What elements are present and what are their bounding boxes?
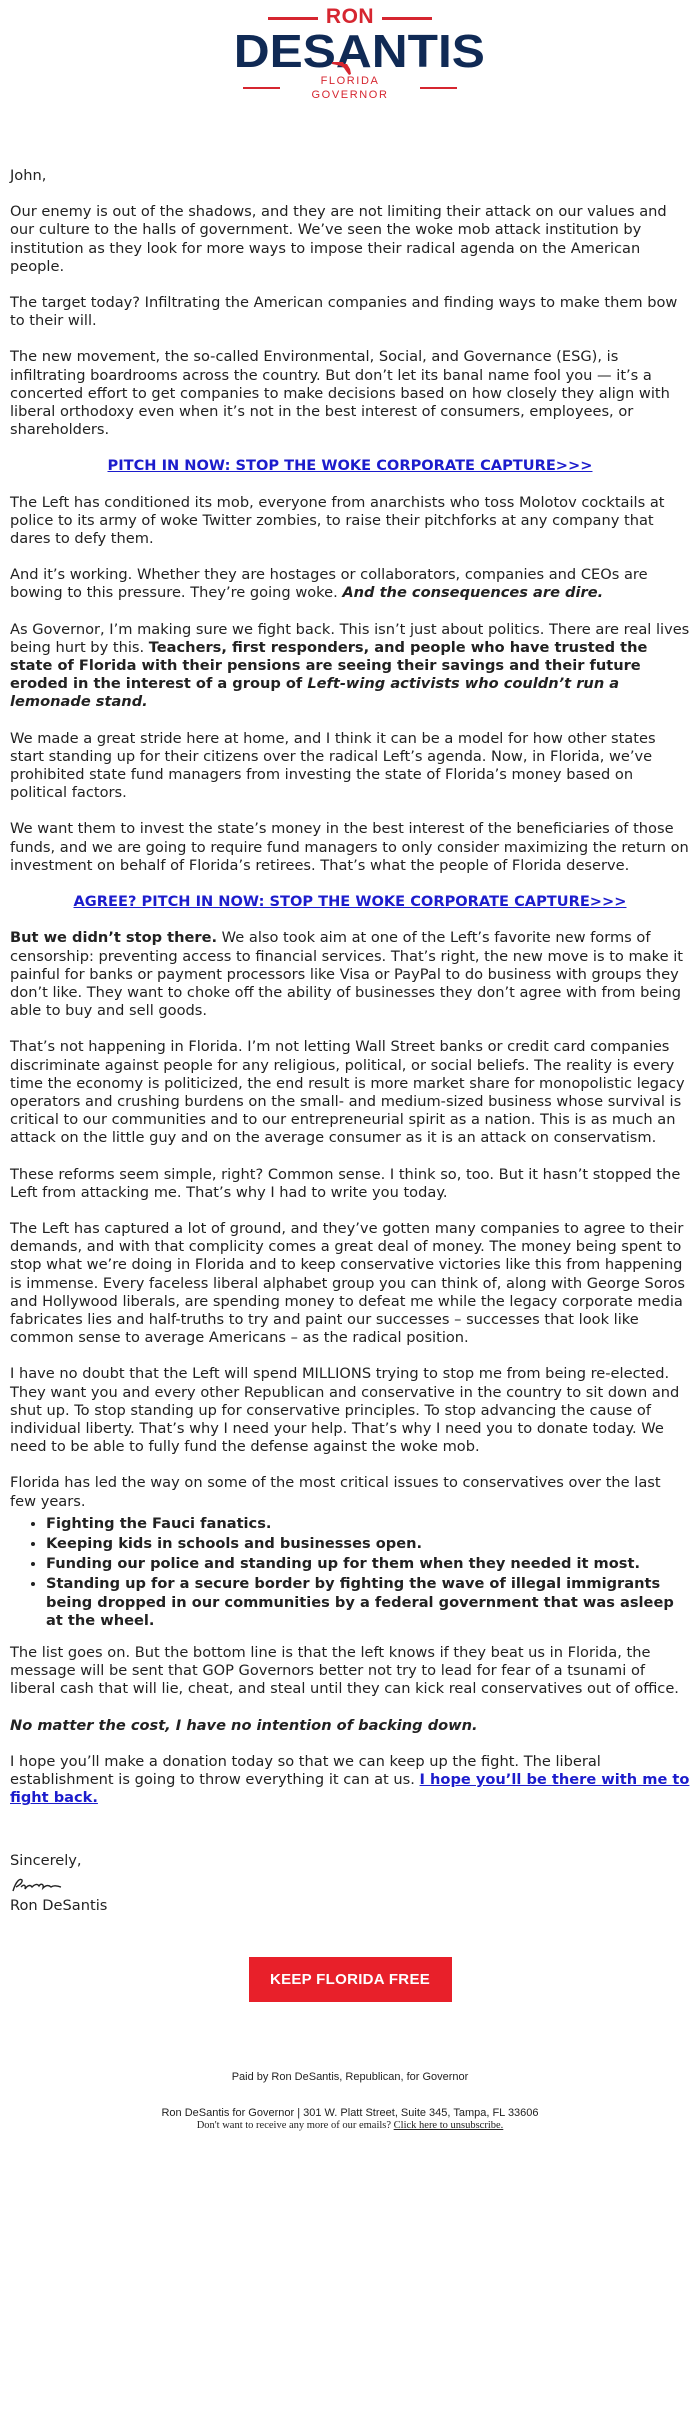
donate-link-agree[interactable]: AGREE? PITCH IN NOW: STOP THE WOKE CORPORATE CAPTURE>>> (73, 893, 627, 911)
bold-text: Teachers, first responders, and people who have trusted the state of Florida with their pensions are seeing their savings and their future eroded in the interest of a group of (10, 638, 648, 693)
email-footer (0, 2070, 700, 2132)
bold-text: But we didn’t stop there. (10, 929, 218, 947)
paragraph: Our enemy is out of the shadows, and they are not limiting their attack on our values and our culture to the halls of government. We’ve seen the woke mob attack institution by institution as they look for more ways to impose their radical agenda on the American people. (10, 203, 667, 275)
paragraph: The Left has captured a lot of ground, and they’ve gotten many companies to agree to their demands, and with that complicity comes a great deal of money. The money being spent to stop what we’re doing in Florida and to keep conservative victories like this from happening is immense. Every faceless liberal alphabet group you can think of, along with George Soros and Hollywood liberals, are spending money to defeat me while the legacy corporate media fabricates lies and half-truths to try and paint our successes – successes that look like common sense to average Americans – as the radical position. (10, 1219, 685, 1347)
unsubscribe-text: Don't want to receive any more of our emails? (196, 2119, 394, 2131)
paragraph: The list goes on. But the bottom line is that the left knows if they beat us in Florida, the message will be sent that GOP Governors better not try to lead for fear of a tsunami of liberal cash that will lie, cheat, and steal until they can kick real conservatives out of office. (10, 1644, 679, 1698)
mailing-address: Ron DeSantis for Governor | 301 W. Platt Street, Suite 345, Tampa, FL 33606 (161, 2106, 539, 2119)
campaign-logo (233, 4, 485, 102)
paragraph (10, 566, 690, 602)
text-run: We also took aim at one of the Left’s favorite new forms of censorship: preventing access to financial services. That’s right, the new move is to make it painful for banks or payment processors like Visa or PayPal to do business with groups they don’t like. They want to choke off the ability of businesses they don’t agree with from being able to buy and sell goods. (10, 929, 683, 1020)
emphasis-text: No matter the cost, I have no intention of backing down. (10, 1716, 478, 1734)
paragraph: That’s not happening in Florida. I’m not letting Wall Street banks or credit card companies discriminate against people for any religious, political, or social beliefs. The reality is every time the economy is politicized, the end result is more market share for monopolistic legacy operators and crushing burdens on the small- and medium-sized business whose survival is critical to our communities and to our entrepreneurial spirit as a nation. This is as much an attack on the little guy and on the average consumer as it is an attack on conservatism. (10, 1038, 685, 1147)
logo-rule-right (382, 17, 432, 20)
signature-image (10, 1875, 64, 1897)
paragraph: The Left has conditioned its mob, everyone from anarchists who toss Molotov cocktails at police to its army of woke Twitter zombies, to raise their pitchforks at any company that dares to defy them. (10, 493, 665, 548)
florida-map-icon (331, 60, 353, 76)
paragraph: Florida has led the way on some of the most critical issues to conservatives over the last few years. (10, 1474, 661, 1510)
logo-subtitle: FLORIDA GOVERNOR (311, 75, 389, 101)
donate-button-row (10, 1957, 690, 2002)
logo-last-name: DESANTIS (233, 25, 485, 77)
emphasis-text: And the consequences are dire. (342, 584, 604, 602)
signer-name: Ron DeSantis (10, 1896, 108, 1914)
cta-link-row (10, 457, 690, 475)
paragraph: The target today? Infiltrating the American companies and finding ways to make them bow to their will. (10, 294, 678, 330)
donate-link-stop-woke-capture[interactable]: PITCH IN NOW: STOP THE WOKE CORPORATE CAPTURE>>> (107, 457, 593, 475)
logo-sub-rule-right (420, 87, 457, 89)
emphasis-text: Left-wing activists who couldn’t run a lemonade stand. (10, 675, 620, 711)
logo-first-name: RON (325, 5, 375, 28)
paragraph: We want them to invest the state’s money in the best interest of the beneficiaries of those funds, and we are going to require fund managers to only consider maximizing the return on investment on behalf of Florida’s retirees. That’s what the people of Florida deserve. (10, 820, 689, 874)
logo-rule-left (268, 17, 318, 20)
paragraph: I have no doubt that the Left will spend MILLIONS trying to stop me from being re-elected. They want you and every other Republican and conservative in the country to sit down and shut up. To stop standing up for conservative principles. To stop advancing the cause of individual liberty. That’s why I need your help. That’s why I need you to donate today. We need to be able to fully fund the defense against the woke mob. (10, 1365, 680, 1456)
text-run: As Governor, I’m making sure we fight back. This isn’t just about politics. There are real lives being hurt by this. (10, 620, 690, 656)
list-item: • Standing up for a secure border by fighting the wave of illegal immigrants being dropped in our communities by a federal government that was asleep at the wheel. (46, 1575, 690, 1630)
list-item: • Fighting the Fauci fanatics. (46, 1515, 690, 1533)
paragraph: The new movement, the so-called Environmental, Social, and Governance (ESG), is infiltrating boardrooms across the country. But don’t let its banal name fool you — it’s a concerted effort to get companies to make decisions based on how closely they align with liberal orthodoxy even when it’s not in the best interest of consumers, employees, or shareholders. (10, 348, 670, 439)
paragraph (10, 1717, 690, 1735)
letter-body (0, 102, 700, 2002)
paragraph (10, 929, 690, 1020)
unsubscribe-link[interactable]: Click here to unsubscribe. (393, 2119, 504, 2131)
unsubscribe-row (0, 2120, 700, 2132)
paragraph: We made a great stride here at home, and I think it can be a model for how other states start standing up for their citizens over the radical Left’s agenda. Now, in Florida, we’ve prohibited state fund managers from investing the state of Florida’s money based on political factors. (10, 729, 656, 802)
list-item: • Funding our police and standing up for them when they needed it most. (46, 1555, 690, 1573)
email-container (0, 4, 700, 2132)
paragraph (10, 1753, 690, 1808)
paid-for-disclaimer: Paid by Ron DeSantis, Republican, for Governor (231, 2070, 469, 2083)
keep-florida-free-button[interactable]: KEEP FLORIDA FREE (249, 1957, 452, 2002)
greeting: John, (10, 167, 47, 184)
text-run: And it’s working. Whether they are hostages or collaborators, companies and CEOs are bowing to this pressure. They’re going woke. (10, 566, 648, 602)
paragraph (10, 621, 690, 712)
accomplishment-list (10, 1515, 690, 1630)
text-run: I hope you’ll make a donation today so that we can keep up the fight. The liberal establishment is going to throw everything it can at us. (10, 1752, 601, 1789)
closing: Sincerely, (10, 1852, 82, 1870)
logo-sub-rule-left (243, 87, 280, 89)
paragraph: These reforms seem simple, right? Common sense. I think so, too. But it hasn’t stopped the Left from attacking me. That’s why I had to write you today. (10, 1165, 681, 1201)
list-item: • Keeping kids in schools and businesses open. (46, 1535, 690, 1553)
donate-link-fight-back[interactable]: I hope you’ll be there with me to fight back. (10, 1771, 690, 1807)
cta-link-row (10, 893, 690, 911)
